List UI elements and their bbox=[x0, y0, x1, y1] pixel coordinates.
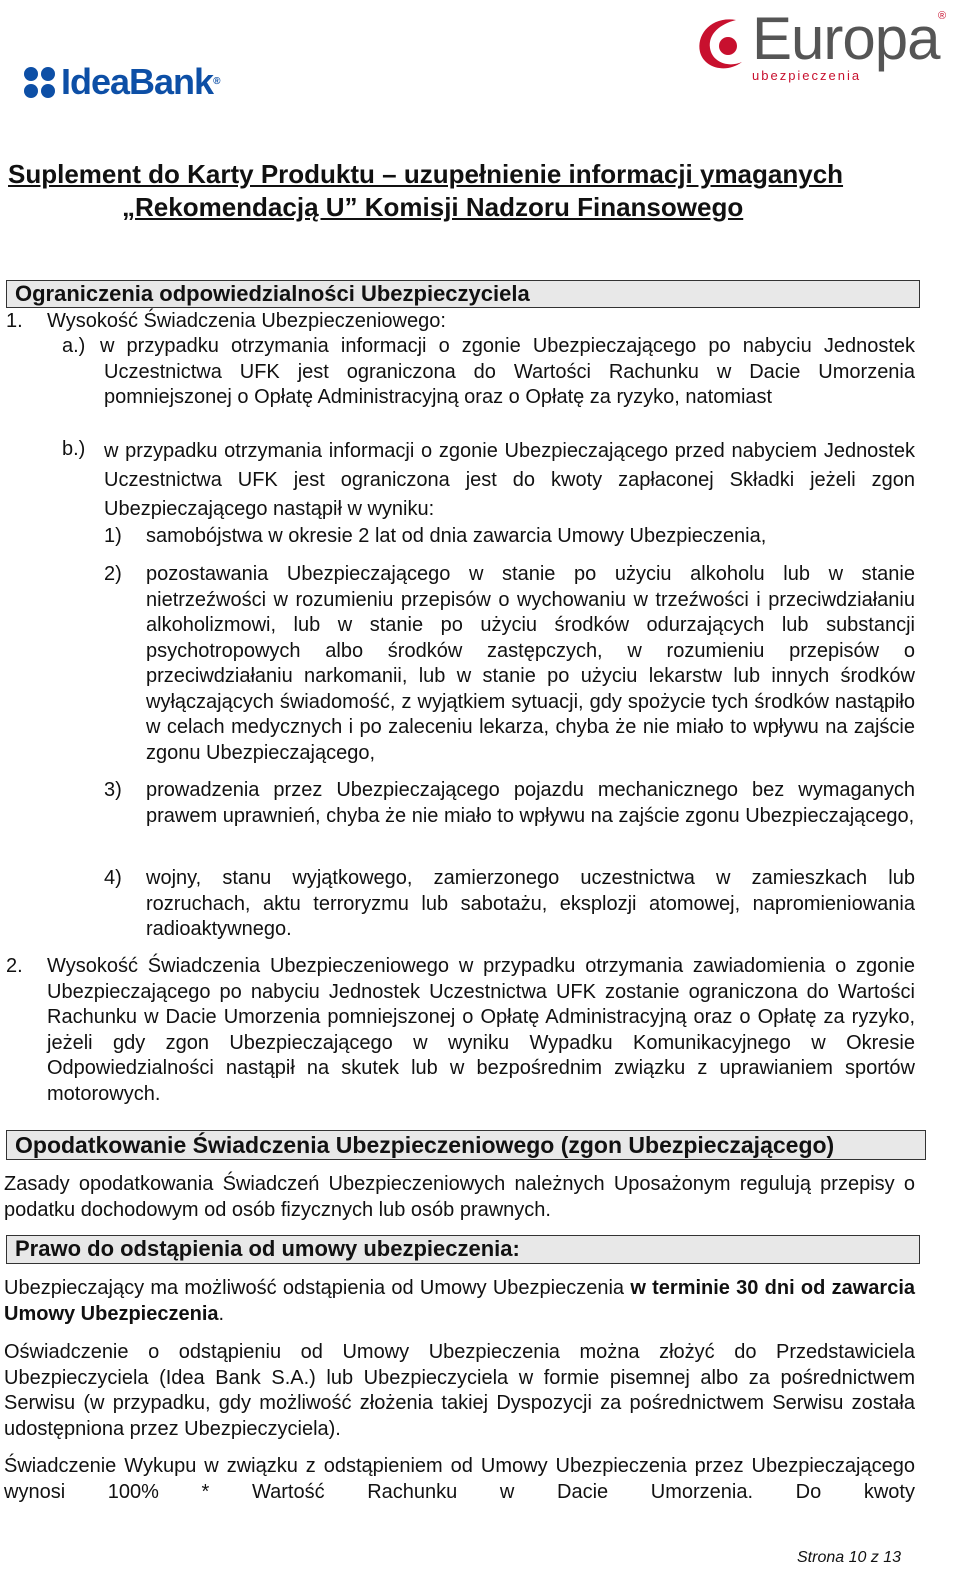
europa-registered-mark: ® bbox=[938, 10, 947, 22]
section-heading-limitations: Ograniczenia odpowiedzialności Ubezpieczyciela bbox=[6, 280, 920, 308]
withdrawal-paragraph-2: Oświadczenie o odstąpieniu od Umowy Ubezpieczenia można złożyć do Przedstawiciela Ubezpieczyciela (Idea Bank S.A.) lub Ubezpieczyciela w formie pisemnej albo za pośrednictwem Serwisu (w przypadku, gdy możliwość złożenia takiej Dyspozycji za pośrednictwem Serwisu została udostępniona przez Ubezpieczyciela). bbox=[4, 1341, 915, 1440]
taxation-text: Zasady opodatkowania Świadczeń Ubezpieczeniowych należnych Uposażonym regulują przepisy o podatku dochodowym od osób fizycznych lub osób prawnych. bbox=[4, 1173, 915, 1221]
sub-item-3-text: prowadzenia przez Ubezpieczającego pojazdu mechanicznego bez wymaganych prawem uprawnień, chyba że nie miało to wpływu na zajście zgonu Ubezpieczającego, bbox=[146, 779, 915, 827]
section-heading-taxation: Opodatkowanie Świadczenia Ubezpieczeniowego (zgon Ubezpieczającego) bbox=[6, 1130, 926, 1160]
sub-item-3-number: 3) bbox=[104, 779, 122, 801]
sub-item-4-text: wojny, stanu wyjątkowego, zamierzonego uczestnictwa w zamieszkach lub rozruchach, aktu terroryzmu lub sabotażu, eksplozji atomowej, napromieniowania radioaktywnego. bbox=[146, 867, 915, 940]
withdrawal-deadline: w terminie 30 dni od zawarcia Umowy Ubezpieczenia bbox=[4, 1277, 916, 1325]
item-b-label: b.) bbox=[62, 438, 86, 460]
item-a-text: w przypadku otrzymania informacji o zgonie Ubezpieczającego po nabyciu Jednostek Uczestnictwa UFK jest ograniczona do Wartości Rachunku w Dacie Umorzenia pomniejszonej o Opłatę Administracyjną oraz o Opłatę za ryzyko, natomiast bbox=[100, 335, 915, 408]
document-title bbox=[8, 158, 938, 224]
sub-item-2-number: 2) bbox=[104, 563, 122, 585]
europa-subtitle: ubezpieczenia bbox=[752, 68, 862, 83]
registered-mark: ® bbox=[213, 76, 221, 87]
title-line-2: „Rekomendacją U” Komisji Nadzoru Finansowego bbox=[122, 192, 744, 222]
item-b-text: w przypadku otrzymania informacji o zgonie Ubezpieczającego przed nabyciem Jednostek Uczestnictwa UFK jest ograniczona jest do kwoty zapłaconej Składki jeżeli zgon Ubezpieczającego nastąpił w wyniku: bbox=[104, 440, 915, 520]
sub-item-2-text: pozostawania Ubezpieczającego w stanie po użyciu alkoholu lub w stanie nietrzeźwości w rozumieniu przepisów o wychowaniu w trzeźwości i przeciwdziałaniu alkoholizmowi, lub w stanie po użyciu środków odurzających lub substancji psychotropowych albo środków zastępczych, w rozumieniu przepisów o przeciwdziałaniu narkomanii, lub w stanie po użyciu lekarstw lub innych środków wyłączających świadomość, z wyjątkiem sytuacji, gdy spożycie tych środków nastąpiło w celach medycznych i po zaleceniu lekarza, chyba że nie miało to wpływu na zajście zgonu Ubezpieczającego, bbox=[146, 563, 915, 764]
item-2-number: 2. bbox=[6, 955, 23, 977]
sub-item-1-text: samobójstwa w okresie 2 lat od dnia zawarcia Umowy Ubezpieczenia, bbox=[146, 525, 767, 547]
item-a-label: a.) bbox=[62, 335, 86, 357]
withdrawal-p1-text: Ubezpieczający ma możliwość odstąpienia od Umowy Ubezpieczenia bbox=[4, 1277, 625, 1299]
withdrawal-paragraph-1 bbox=[4, 1276, 915, 1327]
europa-logo bbox=[692, 6, 954, 84]
sub-item-1-number: 1) bbox=[104, 525, 122, 547]
europa-swirl-icon bbox=[692, 12, 752, 76]
item-1-text: Wysokość Świadczenia Ubezpieczeniowego: bbox=[47, 310, 446, 332]
title-line-1: Suplement do Karty Produktu – uzupełnienie informacji ymaganych bbox=[8, 159, 844, 189]
item-2-text: Wysokość Świadczenia Ubezpieczeniowego w przypadku otrzymania zawiadomienia o zgonie Ubezpieczającego po nabyciu Jednostek Uczestnictwa UFK zostanie ograniczona do Wartości Rachunku w Dacie Umorzenia pomniejszonej o Opłatę Administracyjną oraz o Opłatę za ryzyko, jeżeli gdy zgon Ubezpieczającego w wyniku Wypadku Komunikacyjnego w Okresie Odpowiedzialności nastąpił na skutek lub w bezpośrednim związku z uprawianiem sportów motorowych. bbox=[47, 955, 915, 1105]
withdrawal-p1-end: . bbox=[218, 1302, 225, 1325]
idea-bank-wordmark: IdeaBank bbox=[61, 61, 214, 102]
withdrawal-paragraph-3: Świadczenie Wykupu w związku z odstąpieniem od Umowy Ubezpieczenia przez Ubezpieczającego wynosi 100% * Wartość Rachunku w Dacie Umorzenia. Do kwoty bbox=[4, 1455, 915, 1503]
idea-bank-logo bbox=[24, 61, 221, 102]
europa-wordmark: Europa bbox=[752, 5, 940, 72]
page-number: Strona 10 z 13 bbox=[797, 1549, 902, 1566]
idea-bank-dots-icon bbox=[24, 67, 55, 98]
sub-item-4-number: 4) bbox=[104, 867, 122, 889]
section-heading-withdrawal: Prawo do odstąpienia od umowy ubezpieczenia: bbox=[6, 1235, 920, 1264]
item-1-number: 1. bbox=[6, 310, 23, 332]
